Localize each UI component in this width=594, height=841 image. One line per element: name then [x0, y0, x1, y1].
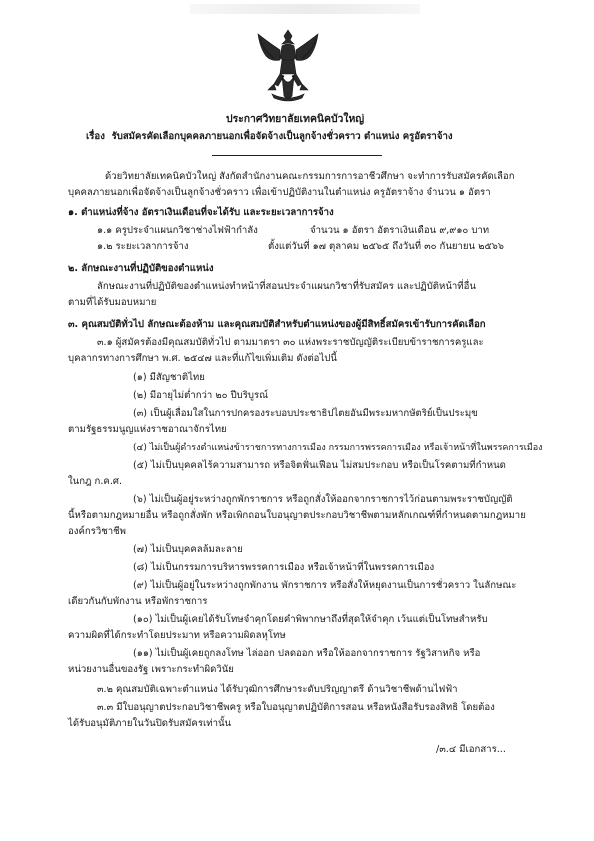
qualification-item: (๔) ไม่เป็นผู้ดำรงตำแหน่งข้าราชการทางการเมือง กรรมการพรรคการเมือง หรือเจ้าหน้าที่ในพรรคการเมือง [133, 443, 543, 453]
section-3-1-line: บุคลากรทางการศึกษา พ.ศ. ๒๕๔๗ และที่แก้ไขเพิ่มเติม ดังต่อไปนี้ [68, 353, 337, 364]
section-3-3-line: ๓.๓ มีใบอนุญาตประกอบวิชาชีพครู หรือใบอนุญาตปฏิบัติการสอน หรือหนังสือรับรองสิทธิ โดยต้อง [97, 702, 495, 713]
section-1-item-value: ตั้งแต่วันที่ ๑๗ ตุลาคม ๒๕๖๕ ถึงวันที่ ๓๐ กันยายน ๒๕๖๖ [268, 241, 504, 252]
qualification-item: (๑) มีสัญชาติไทย [133, 372, 205, 383]
title-divider [212, 155, 382, 156]
qualification-item: (๓) เป็นผู้เลื่อมใสในการปกครองระบอบประชาธิปไตยอันมีพระมหากษัตริย์เป็นประมุข [133, 408, 478, 419]
qualification-item: (๙) ไม่เป็นผู้อยู่ในระหว่างถูกพักงาน พักราชการ หรือสั่งให้หยุดงานเป็นการชั่วคราว ในลักษณะ [133, 580, 517, 591]
qualification-item-cont: ในกฎ ก.ค.ศ. [68, 476, 123, 487]
section-1-item-label: ๑.๑ ครูประจำแผนกวิชาช่างไฟฟ้ากำลัง [97, 225, 258, 236]
qualification-item-cont: ความผิดที่ได้กระทำโดยประมาท หรือความผิดลหุโทษ [68, 630, 286, 641]
subject-label: เรื่อง [86, 131, 105, 142]
section-1-item-value: จำนวน ๑ อัตรา อัตราเงินเดือน ๙,๙๑๐ บาท [310, 225, 490, 236]
qualification-item-cont: หน่วยงานอื่นของรัฐ เพราะกระทำผิดวินัย [68, 664, 234, 675]
qualification-item-cont: องค์กรวิชาชีพ [68, 526, 126, 537]
continuation-note: /๓.๔ มีเอกสาร... [436, 744, 506, 755]
section-1-item-label: ๑.๒ ระยะเวลาการจ้าง [97, 241, 189, 252]
section-3-heading: ๓. คุณสมบัติทั่วไป ลักษณะต้องห้าม และคุณสมบัติสำหรับตำแหน่งของผู้มีสิทธิ์สมัครเข้ารับการคัดเลือก [68, 319, 486, 330]
section-3-3-line: ได้รับอนุมัติภายในวันปิดรับสมัครเท่านั้น [68, 718, 232, 729]
qualification-item: (๑๐) ไม่เป็นผู้เคยได้รับโทษจำคุกโดยคำพิพากษาถึงที่สุดให้จำคุก เว้นแต่เป็นโทษสำหรับ [133, 614, 488, 625]
intro-line: บุคคลภายนอกเพื่อจัดจ้างเป็นลูกจ้างชั่วคราว เพื่อเข้าปฏิบัติงานในตำแหน่ง ครูอัตราจ้าง จำนวน ๑ อัตรา [68, 187, 491, 198]
qualification-item: (๒) มีอายุไม่ต่ำกว่า ๒๐ ปีบริบูรณ์ [133, 390, 269, 401]
page-title: ประกาศวิทยาลัยเทคนิคบัวใหญ่ [226, 113, 365, 125]
qualification-item: (๑๑) ไม่เป็นผู้เคยถูกลงโทษ ไล่ออก ปลดออก หรือให้ออกจากราชการ รัฐวิสาหกิจ หรือ [133, 648, 481, 659]
intro-line: ด้วยวิทยาลัยเทคนิคบัวใหญ่ สังกัดสำนักงานคณะกรรมการการอาชีวศึกษา จะทำการรับสมัครคัดเลือก [105, 171, 515, 182]
section-2-line: ลักษณะงานที่ปฏิบัติของตำแหน่งทำหน้าที่สอนประจำแผนกวิชาที่รับสมัคร และปฏิบัติหน้าที่อื่น [97, 281, 476, 292]
qualification-item: (๕) ไม่เป็นบุคคลไร้ความสามารถ หรือจิตฟั่นเฟือน ไม่สมประกอบ หรือเป็นโรคตามที่กำหนด [133, 460, 506, 471]
subject-text: รับสมัครคัดเลือกบุคคลภายนอกเพื่อจัดจ้างเป็นลูกจ้างชั่วคราว ตำแหน่ง ครูอัตราจ้าง [111, 131, 453, 142]
qualification-item: (๗) ไม่เป็นบุคคลล้มละลาย [133, 544, 243, 555]
section-3-1-line: ๓.๑ ผู้สมัครต้องมีคุณสมบัติทั่วไป ตามมาตรา ๓๐ แห่งพระราชบัญญัติระเบียบข้าราชการครูและ [97, 337, 484, 348]
qualification-item-cont: เดียวกันกับพักงาน หรือพักราชการ [68, 596, 208, 607]
section-3-2-line: ๓.๒ คุณสมบัติเฉพาะตำแหน่ง ได้รับวุฒิการศึกษาระดับปริญญาตรี ด้านวิชาชีพด้านไฟฟ้า [97, 684, 458, 695]
qualification-item: (๘) ไม่เป็นกรรมการบริหารพรรคการเมือง หรือเจ้าหน้าที่ในพรรคการเมือง [133, 562, 435, 573]
subject-line [86, 131, 453, 143]
qualification-item-cont: นี้หรือตามกฎหมายอื่น หรือถูกสั่งพัก หรือเพิกถอนใบอนุญาตประกอบวิชาชีพตามหลักเกณฑ์ที่กำหนดตามกฎหมาย [68, 510, 526, 521]
section-2-line: ตามที่ได้รับมอบหมาย [68, 297, 157, 308]
scan-shadow [190, 4, 420, 14]
section-1-heading: ๑. ตำแหน่งที่จ้าง อัตราเงินเดือนที่จะได้รับ และระยะเวลาการจ้าง [68, 207, 334, 218]
qualification-item-cont: ตามรัฐธรรมนูญแห่งราชอาณาจักรไทย [68, 424, 227, 435]
section-2-heading: ๒. ลักษณะงานที่ปฏิบัติของตำแหน่ง [68, 263, 214, 274]
qualification-item: (๖) ไม่เป็นผู้อยู่ระหว่างถูกพักราชการ หรือถูกสั่งให้ออกจากราชการไว้ก่อนตามพระราชบัญญัติ [133, 494, 513, 505]
garuda-emblem-icon [252, 24, 324, 104]
